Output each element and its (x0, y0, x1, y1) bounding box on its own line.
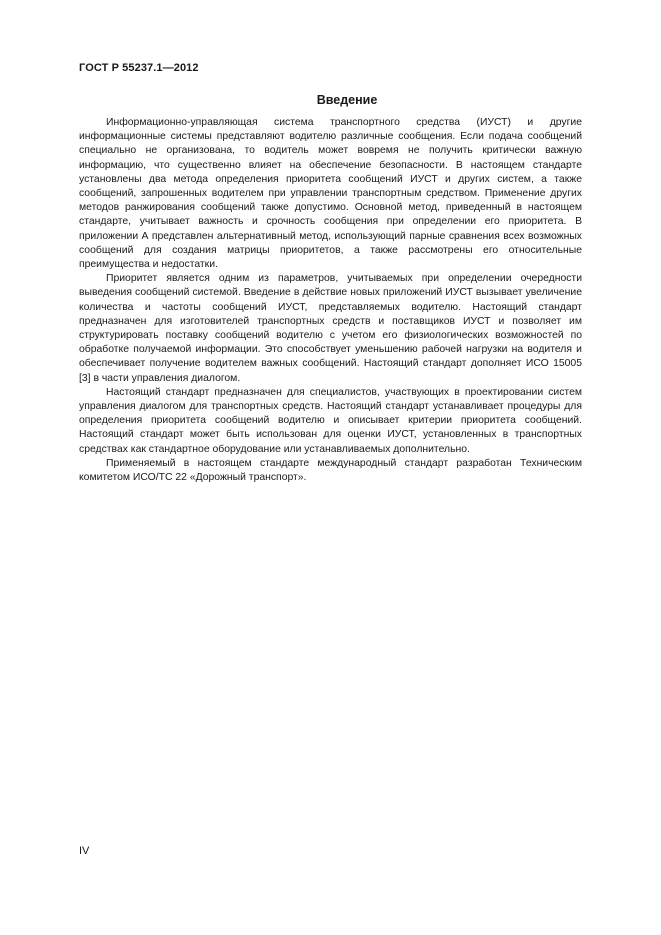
paragraph-priority: Приоритет является одним из параметров, учитываемых при определении очередности выведения сообщений системой. Введение в действие новых приложений ИУСТ вызывает увеличение количества и частоты сообщений ИУСТ, представляемых водителю. Настоящий стандарт предназначен для изготовителей транспортных средств и поставщиков ИУСТ и позволяет им структурировать поставку сообщений водителю с учетом его физиологических возможностей по обработке получаемой информации. Это способствует уменьшению рабочей нагрузки на водителя и обеспечивает получение водителем важных сообщений. Настоящий стандарт дополняет ИСО 15005 [3] в части управления диалогом. (79, 273, 582, 384)
document-header: ГОСТ Р 55237.1—2012 (79, 62, 199, 74)
body-text (79, 116, 582, 485)
paragraph-intro: Информационно-управляющая система транспортного средства (ИУСТ) и другие информационные системы представляют водителю различные сообщения. Если подача сообщений специально не организована, то водитель может вовремя не получить критически важную информацию, что существенно влияет на обеспечение безопасности. В настоящем стандарте установлены два метода определения приоритета сообщений ИУСТ и других систем, а также сообщений, запрошенных водителем при управлении транспортным средством. Применение других методов ранжирования сообщений также допустимо. Основной метод, приведенный в настоящем стандарте, учитывает важность и срочность сообщения при определении его приоритета. В приложении А представлен альтернативный метод, использующий парные сравнения всех возможных сообщений для создания матрицы приоритетов, а также рассмотрены его относительные преимущества и недостатки. (79, 117, 582, 271)
page-number: IV (79, 845, 90, 857)
section-title: Введение (316, 93, 378, 107)
paragraph-audience: Настоящий стандарт предназначен для специалистов, участвующих в проектировании систем управления диалогом для транспортных средств. Настоящий стандарт устанавливает процедуры для определения приоритета сообщений водителю и описывает критерии приоритета сообщений. Настоящий стандарт может быть использован для оценки ИУСТ, установленных в транспортных средствах как стандартное оборудование или устанавливаемых дополнительно. (79, 386, 582, 455)
paragraph-committee: Применяемый в настоящем стандарте международный стандарт разработан Техническим комитетом ИСО/ТС 22 «Дорожный транспорт». (79, 457, 582, 484)
